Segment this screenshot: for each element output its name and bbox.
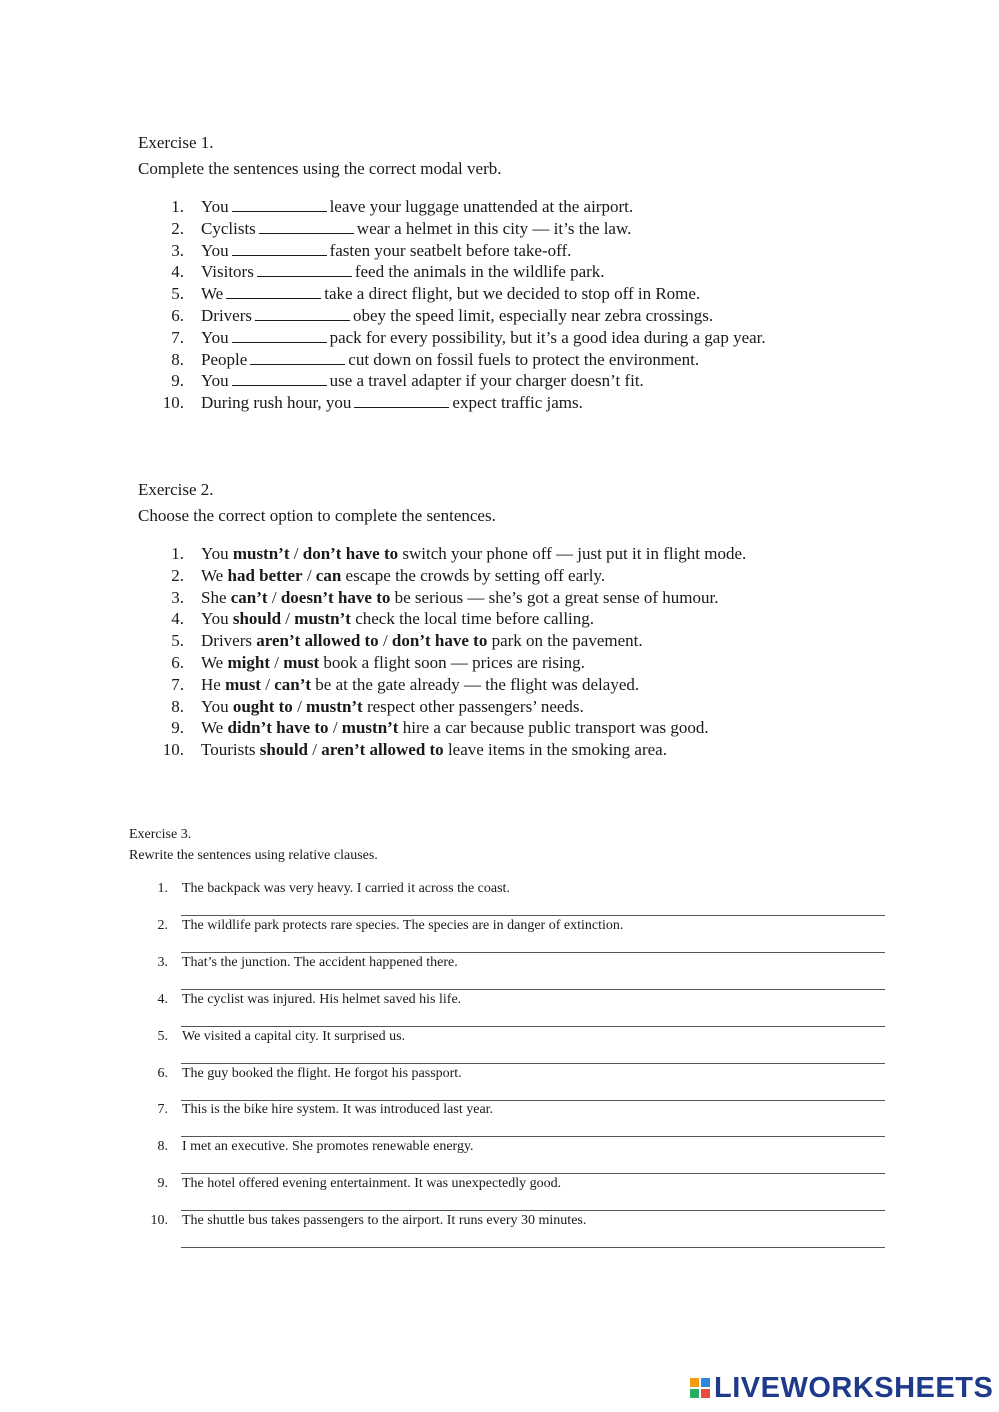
item-number: 3. [171, 240, 184, 260]
list-item [0, 393, 999, 415]
sentence: Drivers aren’t allowed to / don’t have to park on the pavement. [201, 631, 643, 651]
sentence-end: feed the animals in the wildlife park. [354, 262, 605, 282]
sentence-end: book a flight soon — prices are rising. [323, 653, 585, 672]
list-item [0, 544, 999, 566]
sentence-start: We [201, 718, 224, 738]
answer-blank[interactable] [354, 393, 449, 408]
list-item [0, 881, 999, 903]
sentence: The cyclist was injured. His helmet saved his life. [182, 991, 462, 1007]
answer-blank[interactable] [232, 241, 327, 256]
sentence [201, 306, 713, 326]
sentence-end: be serious — she’s got a great sense of humour. [394, 587, 719, 607]
exercise1-instruction: Complete the sentences using the correct modal verb. [138, 159, 502, 178]
option-a[interactable]: should [259, 740, 308, 760]
sentence-end: fasten your seatbelt before take-off. [329, 240, 572, 260]
list-item [0, 740, 999, 762]
sentence: We visited a capital city. It surprised us. [182, 1028, 406, 1044]
list-item [0, 306, 999, 328]
list-item [0, 1029, 999, 1051]
item-number: 8. [157, 1139, 168, 1155]
item-number: 9. [171, 371, 184, 391]
option-a[interactable]: aren’t allowed to [256, 631, 379, 651]
sentence [201, 393, 583, 413]
sentence-start: People [201, 349, 248, 369]
answer-blank[interactable] [232, 197, 327, 212]
item-number: 6. [171, 306, 184, 325]
sentence-start: She [201, 587, 227, 607]
sentence [201, 371, 644, 391]
sentence-end: expect traffic jams. [452, 393, 583, 413]
list-item [0, 197, 999, 219]
list-item [0, 350, 999, 372]
sentence: Tourists should / aren’t allowed to leave items in the smoking area. [201, 740, 667, 760]
option-b[interactable]: must [283, 653, 320, 672]
sentence-start: You [201, 371, 229, 391]
option-b[interactable]: mustn’t [341, 718, 399, 738]
answer-line[interactable] [181, 1136, 885, 1137]
item-number: 10. [150, 1213, 168, 1229]
answer-blank[interactable] [255, 306, 350, 321]
item-number: 1. [171, 197, 184, 216]
sentence-end: wear a helmet in this city — it’s the law. [356, 218, 632, 238]
sentence [201, 241, 571, 261]
item-number: 5. [171, 284, 184, 304]
sentence-end: obey the speed limit, especially near zebra crossings. [352, 306, 714, 325]
sentence: That’s the junction. The accident happened there. [182, 954, 458, 970]
sentence-start: You [201, 696, 229, 716]
answer-line[interactable] [181, 1026, 885, 1027]
list-item [0, 1102, 999, 1124]
sentence [201, 262, 605, 282]
sentence-start: You [201, 609, 229, 629]
option-b[interactable]: doesn’t have to [280, 587, 391, 607]
sentence: We might / must book a flight soon — prices are rising. [201, 653, 585, 672]
answer-blank[interactable] [250, 350, 345, 365]
answer-line[interactable] [181, 952, 885, 953]
sentence: He must / can’t be at the gate already — the flight was delayed. [201, 674, 640, 694]
sentence: The guy booked the flight. He forgot his passport. [182, 1065, 462, 1081]
exercise2-instruction: Choose the correct option to complete the sentences. [138, 506, 496, 525]
sentence-start: You [201, 197, 229, 216]
sentence: She can’t / doesn’t have to be serious — she’s got a great sense of humour. [201, 587, 719, 607]
list-item [0, 992, 999, 1014]
answer-blank[interactable] [232, 328, 327, 343]
sentence-start: We [201, 284, 224, 304]
sentence-start: Tourists [201, 740, 256, 760]
exercise2-title: Exercise 2. [138, 480, 214, 499]
sentence-end: check the local time before calling. [355, 609, 595, 629]
answer-blank[interactable] [259, 219, 354, 234]
sentence-end: leave your luggage unattended at the airport. [329, 197, 634, 216]
list-item [0, 631, 999, 653]
sentence: This is the bike hire system. It was introduced last year. [182, 1102, 494, 1118]
list-item [0, 1176, 999, 1198]
sentence: You should / mustn’t check the local time before calling. [201, 609, 595, 629]
sentence [201, 350, 699, 370]
answer-blank[interactable] [257, 262, 352, 277]
sentence-start: We [201, 653, 224, 672]
item-number: 7. [157, 1102, 168, 1118]
sentence-start: We [201, 565, 224, 585]
item-number: 7. [171, 327, 184, 347]
option-b[interactable]: mustn’t [294, 609, 351, 629]
sentence [201, 328, 766, 348]
answer-line[interactable] [181, 989, 885, 990]
sentence: The hotel offered evening entertainment. It was unexpectedly good. [182, 1176, 562, 1192]
liveworksheets-logo-icon [690, 1378, 710, 1398]
option-a[interactable]: must [225, 674, 261, 694]
liveworksheets-logo[interactable] [690, 1373, 993, 1403]
list-item [0, 718, 999, 740]
option-a[interactable]: ought to [232, 696, 293, 716]
sentence: You ought to / mustn’t respect other passengers’ needs. [201, 696, 584, 716]
sentence-start: Drivers [201, 631, 252, 651]
sentence-start: You [201, 544, 229, 563]
liveworksheets-logo-text: LIVEWORKSHEETS [714, 1371, 994, 1404]
sentence-start: You [201, 240, 229, 260]
list-item [0, 262, 999, 284]
list-item [0, 675, 999, 697]
option-a[interactable]: had better [227, 565, 303, 585]
option-b[interactable]: don’t have to [302, 544, 399, 563]
sentence-end: use a travel adapter if your charger doesn’t fit. [329, 371, 644, 391]
sentence-end: take a direct flight, but we decided to stop off in Rome. [324, 284, 701, 304]
option-a[interactable]: should [232, 609, 282, 629]
item-number: 4. [171, 609, 184, 629]
option-a[interactable]: mustn’t [232, 544, 290, 563]
sentence [201, 284, 700, 304]
sentence-start: You [201, 327, 229, 347]
item-number: 9. [157, 1176, 168, 1192]
sentence [201, 219, 631, 239]
item-number: 8. [171, 696, 184, 716]
item-number: 2. [171, 218, 184, 238]
item-number: 5. [171, 631, 184, 651]
answer-blank[interactable] [226, 284, 321, 299]
sentence-end: pack for every possibility, but it’s a good idea during a gap year. [329, 327, 766, 347]
option-a[interactable]: can’t [230, 587, 268, 607]
item-number: 10. [162, 393, 184, 413]
exercise3-instruction: Rewrite the sentences using relative clauses. [129, 848, 378, 863]
list-item [0, 588, 999, 610]
item-number: 4. [171, 262, 184, 282]
sentence: I met an executive. She promotes renewable energy. [182, 1139, 474, 1155]
list-item [0, 371, 999, 393]
sentence: We didn’t have to / mustn’t hire a car because public transport was good. [201, 718, 709, 738]
answer-line[interactable] [181, 1247, 885, 1248]
item-number: 6. [157, 1065, 168, 1081]
list-item [0, 955, 999, 977]
sentence-start: Cyclists [201, 218, 256, 238]
item-number: 1. [157, 881, 168, 896]
list-item [0, 284, 999, 306]
answer-line[interactable] [181, 1210, 885, 1211]
sentence-start: Visitors [201, 262, 254, 282]
item-number: 5. [157, 1028, 168, 1044]
list-item [0, 328, 999, 350]
option-a[interactable]: might [227, 653, 270, 672]
item-number: 4. [157, 991, 168, 1007]
item-number: 8. [171, 349, 184, 369]
option-a[interactable]: didn’t have to [227, 718, 329, 738]
item-number: 10. [162, 740, 184, 760]
sentence: The wildlife park protects rare species. The species are in danger of extinction. [182, 917, 624, 933]
list-item [0, 653, 999, 675]
item-number: 2. [157, 917, 168, 933]
list-item [0, 918, 999, 940]
list-item [0, 566, 999, 588]
answer-line[interactable] [181, 1100, 885, 1101]
sentence-start: During rush hour, you [201, 393, 352, 413]
sentence-end: respect other passengers’ needs. [366, 696, 584, 716]
sentence-end: park on the pavement. [491, 631, 643, 651]
answer-line[interactable] [181, 1173, 885, 1174]
sentence-end: hire a car because public transport was good. [402, 718, 709, 738]
exercise3-title: Exercise 3. [129, 827, 192, 842]
list-item [0, 609, 999, 631]
sentence: The backpack was very heavy. I carried it across the coast. [182, 881, 510, 896]
sentence-start: Drivers [201, 306, 252, 325]
option-b[interactable]: can’t [274, 674, 312, 694]
sentence-end: escape the crowds by setting off early. [345, 565, 606, 585]
list-item [0, 1066, 999, 1088]
sentence: The shuttle bus takes passengers to the airport. It runs every 30 minutes. [182, 1213, 587, 1229]
sentence: We had better / can escape the crowds by setting off early. [201, 565, 606, 585]
answer-blank[interactable] [232, 371, 327, 386]
sentence [201, 197, 633, 217]
option-b[interactable]: mustn’t [306, 696, 363, 716]
sentence-end: switch your phone off — just put it in flight mode. [402, 544, 747, 563]
sentence-end: be at the gate already — the flight was delayed. [315, 674, 640, 694]
sentence-end: leave items in the smoking area. [447, 740, 667, 760]
list-item [0, 219, 999, 241]
list-item [0, 697, 999, 719]
sentence-start: He [201, 674, 221, 694]
list-item [0, 241, 999, 263]
list-item [0, 1213, 999, 1235]
answer-line[interactable] [181, 915, 885, 916]
item-number: 7. [171, 674, 184, 694]
item-number: 3. [171, 587, 184, 607]
option-b[interactable]: aren’t allowed to [321, 740, 444, 760]
option-b[interactable]: don’t have to [391, 631, 488, 651]
exercise1-title: Exercise 1. [138, 133, 214, 152]
item-number: 3. [157, 954, 168, 970]
item-number: 2. [171, 565, 184, 585]
option-b[interactable]: can [315, 565, 342, 585]
sentence-end: cut down on fossil fuels to protect the environment. [348, 349, 700, 369]
answer-line[interactable] [181, 1063, 885, 1064]
item-number: 6. [171, 653, 184, 672]
item-number: 1. [171, 544, 184, 563]
item-number: 9. [171, 718, 184, 738]
sentence: You mustn’t / don’t have to switch your phone off — just put it in flight mode. [201, 544, 747, 563]
list-item [0, 1139, 999, 1161]
